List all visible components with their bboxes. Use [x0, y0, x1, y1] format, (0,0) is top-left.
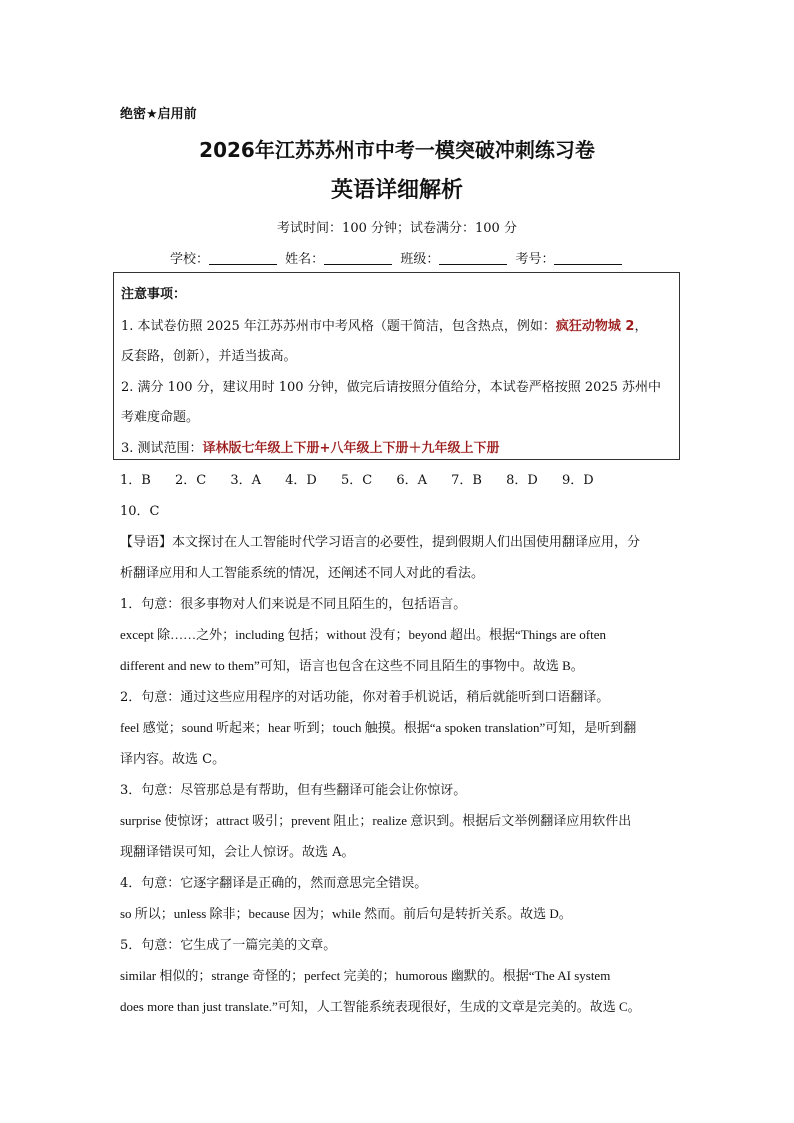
answer-item: 6．A	[396, 473, 428, 488]
exam-title: 2026年江苏苏州市中考一模突破冲刺练习卷	[199, 138, 595, 162]
notice-item-2: 2. 满分 100 分，建议用时 100 分钟，做完后请按照分值给分，本试卷严格按照 2025 苏州中	[121, 380, 662, 395]
answer-item: 10．C	[120, 504, 160, 519]
notice-item-3-highlight: 译林版七年级上下册+八年级上下册＋九年级上下册	[202, 441, 500, 456]
answer-item: 9．D	[561, 473, 594, 488]
explanation-line: different and new to them”可知，语言也包含在这些不同且陌生的事物中。故选 B。	[120, 658, 584, 673]
notice-item-3-text: 3. 测试范围：	[121, 441, 203, 456]
notice-item-1-highlight: 疯狂动物城 2	[555, 319, 635, 334]
answer-item: 4．D	[285, 473, 317, 488]
name-blank[interactable]	[324, 251, 392, 265]
answer-item: 5．C	[340, 473, 373, 488]
notice-item-3	[121, 437, 499, 456]
answer-item: 2．C	[174, 473, 207, 488]
explanation-line: does more than just translate.”可知，人工智能系统表现很好，生成的文章是完美的。故选 C。	[120, 999, 641, 1014]
explanation-line: except 除……之外；including 包括；without 没有；beyond 超出。根据“Things are often	[120, 627, 606, 642]
answer-item: 3．A	[230, 473, 261, 488]
explanation-line: feel 感觉；sound 听起来；hear 听到；touch 触摸。根据“a spoken translation”可知，是听到翻	[120, 720, 637, 735]
explanation-line: so 所以；unless 除非；because 因为；while 然而。前后句是转折关系。故选 D。	[120, 906, 572, 921]
notice-item-1-cont: 反套路，创新），并适当拔高。	[121, 349, 297, 364]
name-label: 姓名：	[285, 252, 325, 267]
notice-item-1-text: 1. 本试卷仿照 2025 年江苏苏州市中考风格（题干简洁，包含热点，例如：	[121, 319, 556, 334]
notice-heading: 注意事项：	[121, 287, 187, 302]
notice-item-1	[121, 315, 647, 334]
answer-item: 7．B	[451, 473, 482, 488]
school-label: 学校：	[170, 252, 210, 267]
explanation-line: 现翻译错误可知，会让人惊讶。故选 A。	[120, 845, 355, 860]
explanation-line: 5．句意：它生成了一篇完美的文章。	[120, 938, 337, 953]
notice-item-2-cont: 考难度命题。	[121, 410, 200, 425]
explanation-line: similar 相似的；strange 奇怪的；perfect 完美的；humorous 幽默的。根据“The AI system	[120, 968, 611, 983]
intro-line: 析翻译应用和人工智能系统的情况，还阐述不同人对此的看法。	[120, 566, 485, 581]
explanation-line: surprise 使惊讶；attract 吸引；prevent 阻止；realize 意识到。根据后文举例翻译应用软件出	[120, 813, 632, 828]
explanation-line: 2．句意：通过这些应用程序的对话功能，你对着手机说话，稍后就能听到口语翻译。	[120, 690, 610, 705]
exam-number-label: 考号：	[515, 252, 555, 267]
class-blank[interactable]	[439, 251, 507, 265]
answer-item: 8．D	[506, 473, 538, 488]
school-blank[interactable]	[209, 251, 277, 265]
explanation-line: 1．句意：很多事物对人们来说是不同且陌生的，包括语言。	[120, 597, 467, 612]
notice-item-1-comma: ，	[634, 319, 648, 334]
explanation-line: 3．句意：尽管那总是有帮助，但有些翻译可能会让你惊讶。	[120, 783, 467, 798]
answer-key-row	[120, 469, 614, 488]
student-info-fields	[170, 248, 626, 267]
confidential-label: 绝密★启用前	[120, 107, 197, 122]
exam-subtitle: 英语详细解析	[330, 178, 463, 203]
notice-box	[113, 272, 680, 460]
class-label: 班级：	[400, 252, 440, 267]
intro-line: 【导语】本文探讨在人工智能时代学习语言的必要性，提到假期人们出国使用翻译应用，分	[120, 535, 641, 550]
exam-number-blank[interactable]	[554, 251, 622, 265]
explanation-line: 译内容。故选 C。	[120, 752, 226, 767]
explanation-line: 4．句意：它逐字翻译是正确的，然而意思完全错误。	[120, 876, 428, 891]
exam-time-info: 考试时间：100 分钟；试卷满分：100 分	[277, 221, 517, 236]
answer-item: 1．B	[120, 473, 151, 488]
